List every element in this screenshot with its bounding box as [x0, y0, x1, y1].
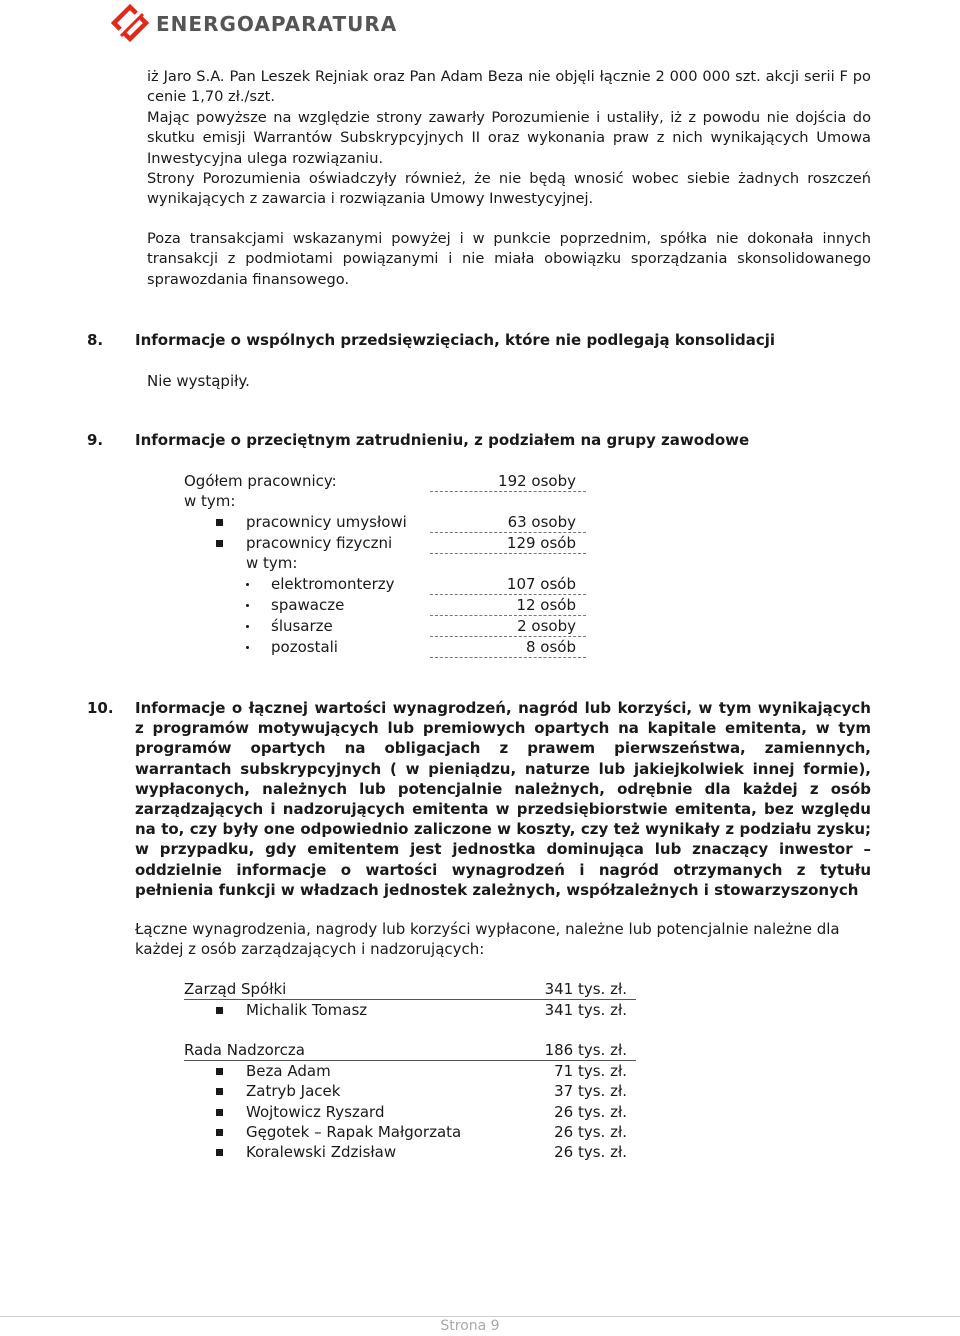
mental-label: pracownicy umysłowi: [246, 513, 407, 531]
square-bullet-icon: [216, 519, 223, 526]
physical-value: 129 osób: [506, 534, 576, 552]
sub-label: spawacze: [271, 596, 345, 614]
member-value: 37 tys. zł.: [554, 1082, 627, 1100]
member-value: 26 tys. zł.: [554, 1143, 627, 1161]
table-row: [0, 471, 960, 491]
board-value: 341 tys. zł.: [544, 980, 627, 998]
section-title: Informacje o przeciętnym zatrudnieniu, z podziałem na grupy zawodowe: [135, 431, 750, 449]
total-label: Ogółem pracownicy:: [184, 472, 337, 490]
square-bullet-icon: [216, 1068, 223, 1075]
logo-text: ENERGOAPARATURA: [156, 12, 398, 36]
table-row: [0, 533, 960, 553]
square-bullet-icon: [216, 1007, 223, 1014]
table-row: [0, 1102, 960, 1122]
section-9-heading: [87, 430, 871, 450]
member-name: Beza Adam: [246, 1062, 331, 1080]
page-number: Strona 9: [440, 1318, 500, 1334]
dot-bullet-icon: [246, 604, 249, 607]
member-name: Zatryb Jacek: [246, 1082, 341, 1100]
table-row: [0, 491, 960, 511]
table-row: [0, 1061, 960, 1081]
table-row: [0, 574, 960, 594]
council-label: Rada Nadzorcza: [184, 1041, 305, 1059]
w-tym-label: w tym:: [184, 492, 236, 510]
sub-label: pozostali: [271, 638, 338, 656]
paragraph-4: Poza transakcjami wskazanymi powyżej i w punkcie poprzednim, spółka nie dokonała innych transakcji z podmiotami powiązanymi i nie miała obowiązku sporządzania skonsolidowanego sprawozdania finansowego.: [147, 230, 871, 288]
table-row: [0, 1142, 960, 1162]
paragraph-3: Strony Porozumienia oświadczyły również, że nie będą wnosić wobec siebie żadnych roszczeń wynikających z zawarcia i rozwiązania Umowy Inwestycyjnej.: [147, 170, 871, 208]
square-bullet-icon: [216, 540, 223, 547]
paragraph-2: Mając powyższe na względzie strony zawarły Porozumienie i ustaliły, iż z powodu nie dojścia do skutku emisji Warrantów Subskrypcyjnych II oraz wykonania praw z nich wynikających Umowa Inwestycyjna ulega rozwiązaniu.: [147, 109, 871, 167]
energoaparatura-logo-icon: [110, 3, 150, 45]
member-name: Koralewski Zdzisław: [246, 1143, 397, 1161]
section-number: 8.: [87, 331, 104, 349]
sub-value: 8 osób: [525, 638, 576, 656]
sub-value: 12 osób: [516, 596, 576, 614]
section-10-heading: [87, 698, 871, 900]
table-row: [0, 637, 960, 657]
table-row: [0, 979, 960, 999]
dot-bullet-icon: [246, 625, 249, 628]
table-row: [0, 1000, 960, 1020]
sub-label: ślusarze: [271, 617, 333, 635]
table-row: [0, 512, 960, 532]
section-8-heading: [87, 330, 871, 350]
member-value: 341 tys. zł.: [544, 1001, 627, 1019]
table-row: [0, 1040, 960, 1060]
paragraph-1: iż Jaro S.A. Pan Leszek Rejniak oraz Pan Adam Beza nie objęli łącznie 2 000 000 szt. akcji serii F po cenie 1,70 zł./szt.: [147, 68, 871, 106]
remuneration-intro: Łączne wynagrodzenia, nagrody lub korzyści wypłacone, należne lub potencjalnie należne dla każdej z osób zarządzających i nadzorujących:: [135, 920, 840, 959]
physical-label: pracownicy fizyczni: [246, 534, 393, 552]
member-value: 26 tys. zł.: [554, 1103, 627, 1121]
total-value: 192 osoby: [498, 472, 576, 490]
table-row: [0, 1122, 960, 1142]
square-bullet-icon: [216, 1149, 223, 1156]
member-name: Gęgotek – Rapak Małgorzata: [246, 1123, 462, 1141]
member-value: 26 tys. zł.: [554, 1123, 627, 1141]
sub-label: elektromonterzy: [271, 575, 395, 593]
w-tym-label: w tym:: [246, 554, 298, 572]
dot-bullet-icon: [246, 646, 249, 649]
sub-value: 107 osób: [506, 575, 576, 593]
section-number: 10.: [87, 699, 114, 717]
member-name: Michalik Tomasz: [246, 1001, 368, 1019]
divider: [430, 657, 586, 658]
section-number: 9.: [87, 431, 104, 449]
company-logo: [110, 2, 397, 46]
section-title: Informacje o łącznej wartości wynagrodzeń, nagród lub korzyści, w tym wynikających z programów motywujących lub premiowych opartych na kapitale emitenta, w tym programów opartych na obligacjach z prawem pierwszeństwa, zamiennych, warrantach subskrypcyjnych ( w pieniądzu, naturze lub jakiejkolwiek innej formie), wypłaconych, należnych lub potencjalnie należnych, odrębnie dla każdej z osób zarządzających i nadzorujących emitenta w przedsiębiorstwie emitenta, bez względu na to, czy były one odpowiednio zaliczone w koszty, czy też wynikały z podziału zysku; w przypadku, gdy emitentem jest jednostka dominująca lub znaczący inwestor – oddzielnie informacje o wartości wynagrodzeń i nagród otrzymanych z tytułu pełnienia funkcji w władzach jednostek zależnych, współzależnych i stowarzyszonych: [135, 699, 871, 899]
member-value: 71 tys. zł.: [554, 1062, 627, 1080]
mental-value: 63 osoby: [507, 513, 576, 531]
member-name: Wojtowicz Ryszard: [246, 1103, 385, 1121]
council-value: 186 tys. zł.: [544, 1041, 627, 1059]
table-row: [0, 1081, 960, 1101]
section-title: Informacje o wspólnych przedsięwzięciach, które nie podlegają konsolidacji: [135, 331, 775, 349]
footer-divider: [0, 1316, 960, 1317]
dot-bullet-icon: [246, 583, 249, 586]
sub-value: 2 osoby: [517, 617, 576, 635]
table-row: [0, 616, 960, 636]
square-bullet-icon: [216, 1109, 223, 1116]
square-bullet-icon: [216, 1129, 223, 1136]
square-bullet-icon: [216, 1088, 223, 1095]
table-row: [0, 595, 960, 615]
section-8-body: Nie wystąpiły.: [147, 372, 250, 390]
board-label: Zarząd Spółki: [184, 980, 287, 998]
table-row: [0, 553, 960, 573]
